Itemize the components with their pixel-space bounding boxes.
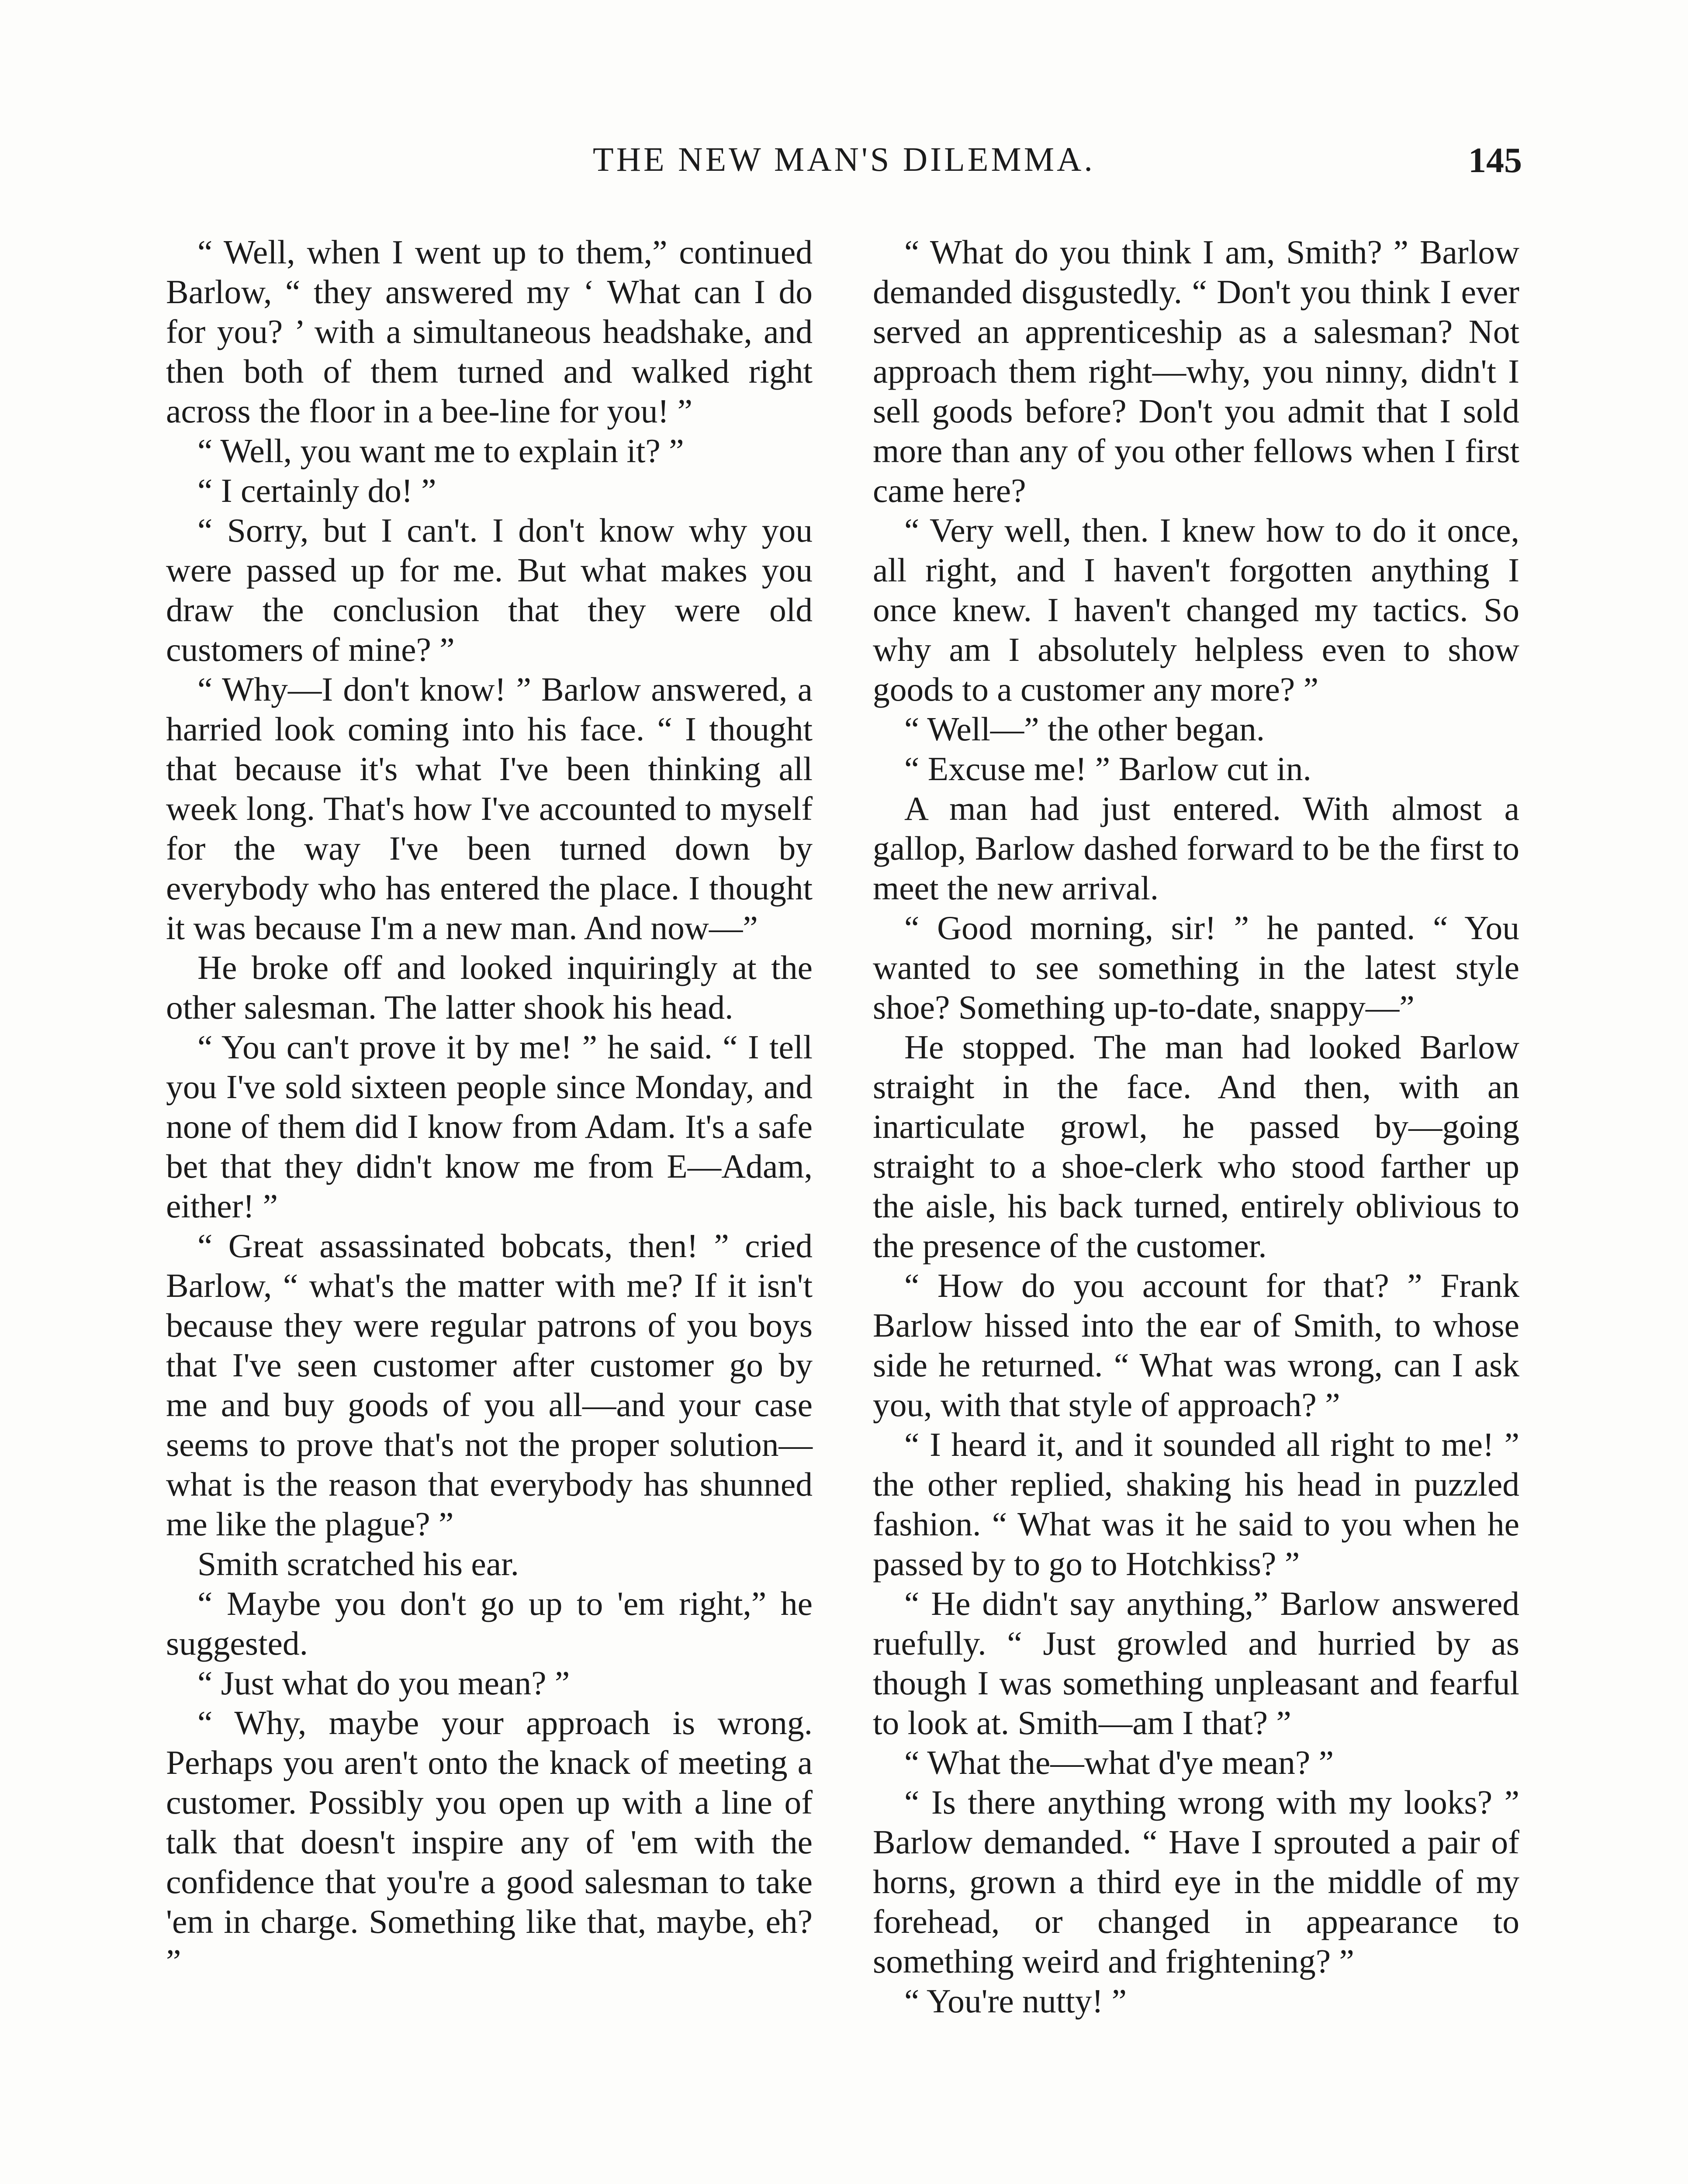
paragraph: “ Good morning, sir! ” he panted. “ You wanted to see something in the latest style shoe? Something up-to-date, snappy—” xyxy=(873,909,1519,1026)
paragraph: “ Excuse me! ” Barlow cut in. xyxy=(904,750,1311,788)
paragraph: “ Great assassinated bobcats, then! ” cried Barlow, “ what's the matter with me? If it isn't because they were regular patrons of you boys that I've seen customer after customer go by me and buy goods of you all—and your case seems to prove that's not the proper solution—what is the reason that everybody has shunned me like the plague? ” xyxy=(166,1227,813,1543)
paragraph: “ Just what do you mean? ” xyxy=(197,1664,570,1702)
paragraph: “ You're nutty! ” xyxy=(904,1982,1127,2020)
paragraph: “ Well, you want me to explain it? ” xyxy=(197,432,684,470)
running-title: THE NEW MAN'S DILEMMA. xyxy=(593,140,1095,178)
paragraph: “ Well—” the other began. xyxy=(904,710,1265,748)
paragraph: “ What the—what d'ye mean? ” xyxy=(904,1744,1334,1781)
page-number: 145 xyxy=(1468,140,1522,180)
paragraph: He stopped. The man had looked Barlow straight in the face. And then, with an inarticulate growl, he passed by—going straight to a shoe-clerk who stood farther up the aisle, his back turned, entirely oblivious to the presence of the customer. xyxy=(873,1028,1519,1265)
paragraph: “ Why, maybe your approach is wrong. Perhaps you aren't onto the knack of meeting a customer. Possibly you open up with a line of talk that doesn't inspire any of 'em with the confidence that you're a good salesman to take 'em in charge. Something like that, maybe, eh? ” xyxy=(166,1704,813,1980)
page-header xyxy=(166,140,1522,192)
paragraph: “ Sorry, but I can't. I don't know why you were passed up for me. But what makes you draw the conclusion that they were old customers of mine? ” xyxy=(166,511,813,668)
paragraph: “ Well, when I went up to them,” continued Barlow, “ they answered my ‘ What can I do for you? ’ with a simultaneous headshake, and then both of them turned and walked right across the floor in a bee-line for you! ” xyxy=(166,233,813,430)
paragraph: “ Why—I don't know! ” Barlow answered, a harried look coming into his face. “ I thought that because it's what I've been thinking all week long. That's how I've accounted to myself for the way I've been turned down by everybody who has entered the place. I thought it was because I'm a new man. And now—” xyxy=(166,670,813,947)
paragraph: “ How do you account for that? ” Frank Barlow hissed into the ear of Smith, to whose side he returned. “ What was wrong, can I ask you, with that style of approach? ” xyxy=(873,1267,1519,1424)
paragraph: “ Maybe you don't go up to 'em right,” he suggested. xyxy=(166,1585,813,1662)
left-column xyxy=(166,232,813,1981)
paragraph: “ I certainly do! ” xyxy=(197,472,436,509)
paragraph: “ I heard it, and it sounded all right to me! ” the other replied, shaking his head in puzzled fashion. “ What was it he said to you when he passed by to go to Hotchkiss? ” xyxy=(873,1426,1519,1583)
paragraph: He broke off and looked inquiringly at the other salesman. The latter shook his head. xyxy=(166,949,813,1026)
paragraph: “ He didn't say anything,” Barlow answered ruefully. “ Just growled and hurried by as though I was something unpleasant and fearful to look at. Smith—am I that? ” xyxy=(873,1585,1519,1742)
paragraph: “ You can't prove it by me! ” he said. “ I tell you I've sold sixteen people since Monday, and none of them did I know from Adam. It's a safe bet that they didn't know me from E—Adam, either! ” xyxy=(166,1028,813,1225)
right-column xyxy=(873,232,1519,2021)
paragraph: “ Is there anything wrong with my looks? ” Barlow demanded. “ Have I sprouted a pair of horns, grown a third eye in the middle of my forehead, or changed in appearance to something weird and frightening? ” xyxy=(873,1783,1519,1980)
paragraph: “ What do you think I am, Smith? ” Barlow demanded disgustedly. “ Don't you think I ever served an apprenticeship as a salesman? Not approach them right—why, you ninny, didn't I sell goods before? Don't you admit that I sold more than any of you other fellows when I first came here? xyxy=(873,233,1519,509)
paragraph: Smith scratched his ear. xyxy=(197,1545,519,1583)
paragraph: “ Very well, then. I knew how to do it once, all right, and I haven't forgotten anything I once knew. I haven't changed my tactics. So why am I absolutely helpless even to show goods to a customer any more? ” xyxy=(873,511,1519,708)
paragraph: A man had just entered. With almost a gallop, Barlow dashed forward to be the first to meet the new arrival. xyxy=(873,790,1519,907)
